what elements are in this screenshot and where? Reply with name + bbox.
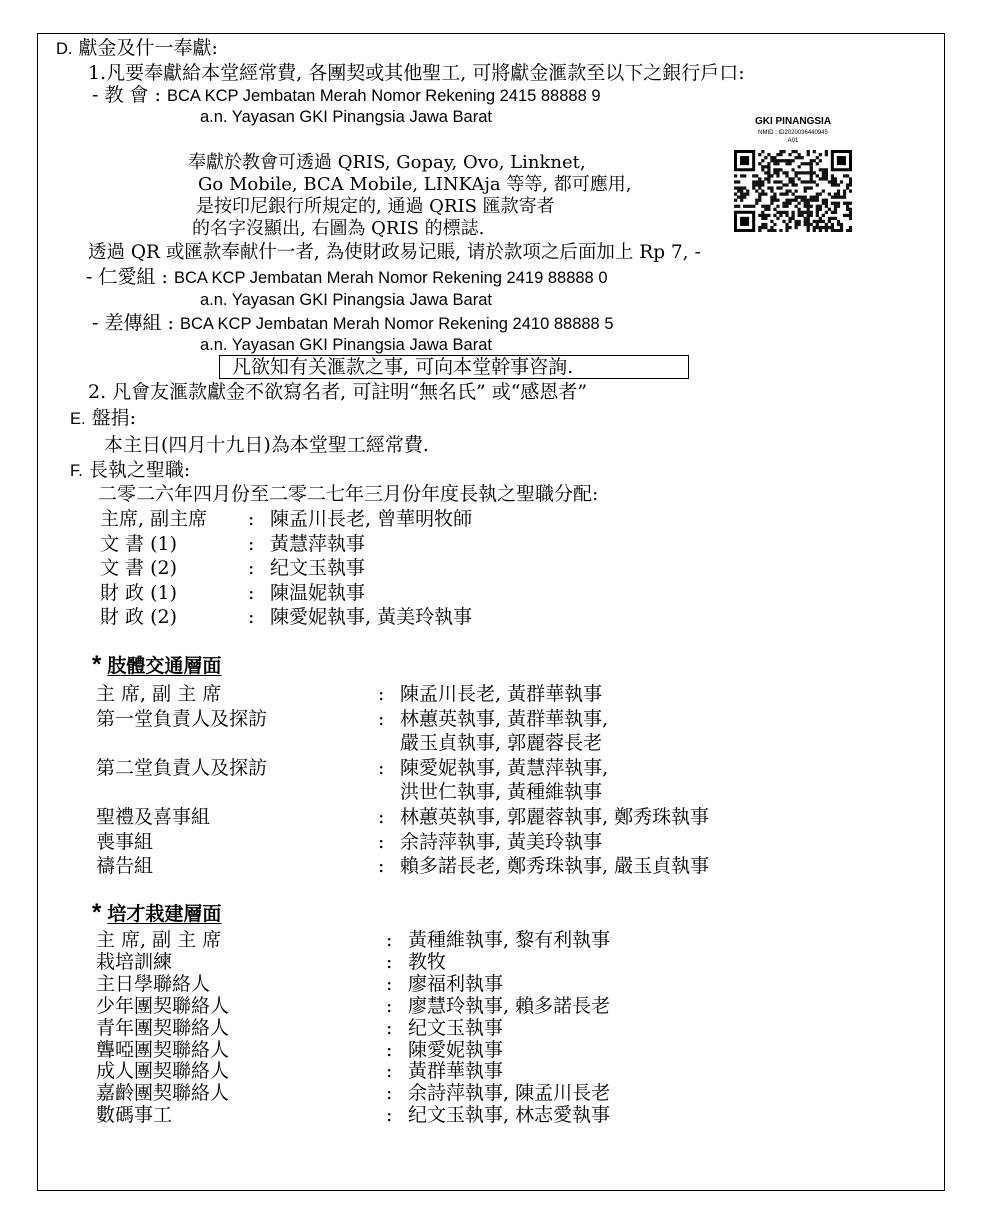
group2-row-colon: : — [386, 1016, 393, 1039]
officer-names: 陳愛妮執事, 黃美玲執事 — [270, 606, 473, 628]
notice-text: 凡欲知有关滙款之事, 可向本堂幹事咨詢. — [232, 356, 574, 378]
renai-bank: BCA KCP Jembatan Merah Nomor Rekening 2419 88888 0 — [173, 269, 608, 287]
group2-row-names: 纪文玉執事 — [408, 1016, 504, 1039]
group1-row-role: 主 席, 副 主 席 — [96, 683, 222, 705]
group1-row-role: 禱告組 — [96, 855, 154, 878]
officer-colon: : — [248, 508, 255, 530]
group1-row-colon: : — [378, 683, 385, 705]
group1-title: 肢體交通層面 — [107, 655, 222, 677]
officer-colon: : — [248, 581, 255, 604]
group1-row-names: 林蕙英執事, 黃群華執事, — [400, 707, 609, 730]
group2-title: 培才栽建層面 — [107, 903, 222, 925]
group1-row-colon: : — [378, 756, 385, 779]
renai-label: - 仁愛組 : — [86, 266, 174, 288]
section-f-heading: F. 長執之聖職: — [70, 459, 191, 481]
qris-line-2: Go Mobile, BCA Mobile, LINKAja 等等, 都可應用, — [198, 174, 632, 195]
group2-row-names: 廖福利執事 — [408, 972, 504, 995]
section-d-item2: 2. 凡會友滙款獻金不欲寫名者, 可註明“無名氏” 或“感恩者” — [88, 381, 588, 403]
officer-colon: : — [248, 606, 255, 628]
group1-row-names: 余詩萍執事, 黃美玲執事 — [400, 830, 603, 853]
group2-row-colon: : — [386, 994, 393, 1017]
group2-row-colon: : — [386, 950, 393, 973]
officer-role: 財 政 (2) — [100, 606, 177, 628]
group2-heading — [92, 899, 222, 926]
qris-line-4: 的名字沒顯出, 右圖為 QRIS 的標誌. — [192, 218, 485, 239]
officer-colon: : — [248, 532, 255, 555]
group1-row-names: 陳愛妮執事, 黃慧萍執事, — [400, 756, 609, 779]
group2-row-role: 主日學聯絡人 — [96, 972, 211, 995]
officer-role: 文 書 (2) — [100, 557, 177, 579]
section-d-heading: D. 獻金及什一奉獻: — [56, 37, 218, 59]
tithe-note: 透過 QR 或匯款奉献什一者, 為使財政易记賬, 请於款项之后面加上 Rp 7, - — [88, 242, 701, 263]
group1-row-names: 陳孟川長老, 黃群華執事 — [400, 683, 603, 705]
group2-row-colon: : — [386, 1060, 393, 1083]
renai-account — [86, 266, 608, 289]
section-e-text: 本主日(四月十九日)為本堂聖工經常費. — [104, 434, 429, 456]
group1-row-names: 洪世仁執事, 黃種維執事 — [400, 781, 603, 804]
group1-row-role: 聖禮及喜事組 — [96, 806, 211, 828]
group1-row-colon: : — [378, 806, 385, 828]
chaichuan-account-name: a.n. Yayasan GKI Pinangsia Jawa Barat — [200, 336, 492, 354]
officer-colon: : — [248, 557, 255, 579]
group2-row-role: 主 席, 副 主 席 — [96, 929, 222, 951]
group2-row-role: 栽培訓練 — [96, 950, 173, 973]
group2-row-names: 黃群華執事 — [408, 1060, 504, 1083]
officer-names: 陳温妮執事 — [270, 581, 366, 604]
chaichuan-bank: BCA KCP Jembatan Merah Nomor Rekening 2410 88888 5 — [179, 315, 614, 333]
group1-row-names: 賴多諾長老, 鄭秀珠執事, 嚴玉貞執事 — [400, 855, 710, 878]
group2-row-names: 教牧 — [408, 950, 447, 973]
qris-nmid: NMID : ID2020036440945 — [758, 130, 828, 136]
church-account — [92, 84, 601, 107]
renai-account-name: a.n. Yayasan GKI Pinangsia Jawa Barat — [200, 291, 492, 309]
group2-row-role: 成人團契聯絡人 — [96, 1060, 230, 1083]
group2-row-names: 纪文玉執事, 林志愛執事 — [408, 1104, 611, 1127]
group2-row-names: 余詩萍執事, 陳孟川長老 — [408, 1082, 611, 1105]
officer-names: 黃慧萍執事 — [270, 532, 366, 555]
qris-line-1: 奉獻於教會可透過 QRIS, Gopay, Ovo, Linknet, — [188, 152, 586, 173]
group1-row-colon: : — [378, 855, 385, 878]
star-icon: * — [92, 651, 102, 678]
group1-row-colon: : — [378, 707, 385, 730]
qris-line-3: 是按印尼銀行所規定的, 通過 QRIS 匯款寄者 — [196, 196, 555, 217]
qris-code-id: A01 — [787, 138, 799, 144]
group2-row-role: 少年團契聯絡人 — [96, 994, 230, 1017]
group1-row-role: 第一堂負責人及探訪 — [96, 707, 268, 730]
officer-role: 文 書 (1) — [100, 532, 177, 555]
group2-row-role: 青年團契聯絡人 — [96, 1016, 230, 1039]
qris-title: GKI PINANGSIA — [754, 116, 832, 127]
group2-row-colon: : — [386, 929, 393, 951]
group1-heading — [92, 651, 222, 678]
officer-names: 陳孟川長老, 曾華明牧師 — [270, 508, 473, 530]
star-icon: * — [92, 899, 102, 926]
section-d-item1: 1.凡要奉獻給本堂經常費, 各團契或其他聖工, 可將獻金滙款至以下之銀行戶口: — [88, 62, 745, 84]
officer-names: 纪文玉執事 — [270, 557, 366, 579]
group2-row-names: 黃種維執事, 黎有利執事 — [408, 929, 611, 951]
officer-role: 財 政 (1) — [100, 581, 177, 604]
church-account-name: a.n. Yayasan GKI Pinangsia Jawa Barat — [200, 108, 492, 126]
qris-card — [726, 110, 860, 236]
group1-row-names: 嚴玉貞執事, 郭麗蓉長老 — [400, 732, 603, 755]
officer-role: 主席, 副主席 — [100, 508, 208, 530]
group2-row-colon: : — [386, 1104, 393, 1127]
chaichuan-account — [92, 312, 614, 335]
group2-row-role: 數碼事工 — [96, 1104, 173, 1127]
church-label: - 教 會 : — [92, 84, 167, 106]
qr-code-icon — [734, 150, 852, 232]
group2-row-role: 嘉齡團契聯絡人 — [96, 1082, 230, 1105]
group2-row-colon: : — [386, 1082, 393, 1105]
group2-row-colon: : — [386, 972, 393, 995]
group1-row-role: 第二堂負責人及探訪 — [96, 756, 268, 779]
group1-row-colon: : — [378, 830, 385, 853]
chaichuan-label: - 差傳組 : — [92, 312, 180, 334]
group2-row-names: 廖慧玲執事, 賴多諾長老 — [408, 994, 611, 1017]
church-bank: BCA KCP Jembatan Merah Nomor Rekening 2415 88888 9 — [166, 87, 601, 105]
group2-row-colon: : — [386, 1038, 393, 1061]
group1-row-names: 林蕙英執事, 郭麗蓉執事, 鄭秀珠執事 — [400, 806, 710, 828]
group1-row-role: 喪事組 — [96, 830, 154, 853]
group2-row-names: 陳愛妮執事 — [408, 1038, 504, 1061]
section-f-intro: 二零二六年四月份至二零二七年三月份年度長執之聖職分配: — [98, 483, 599, 505]
section-e-heading: E. 盤捐: — [70, 407, 137, 429]
group2-row-role: 聾啞團契聯絡人 — [96, 1038, 230, 1061]
